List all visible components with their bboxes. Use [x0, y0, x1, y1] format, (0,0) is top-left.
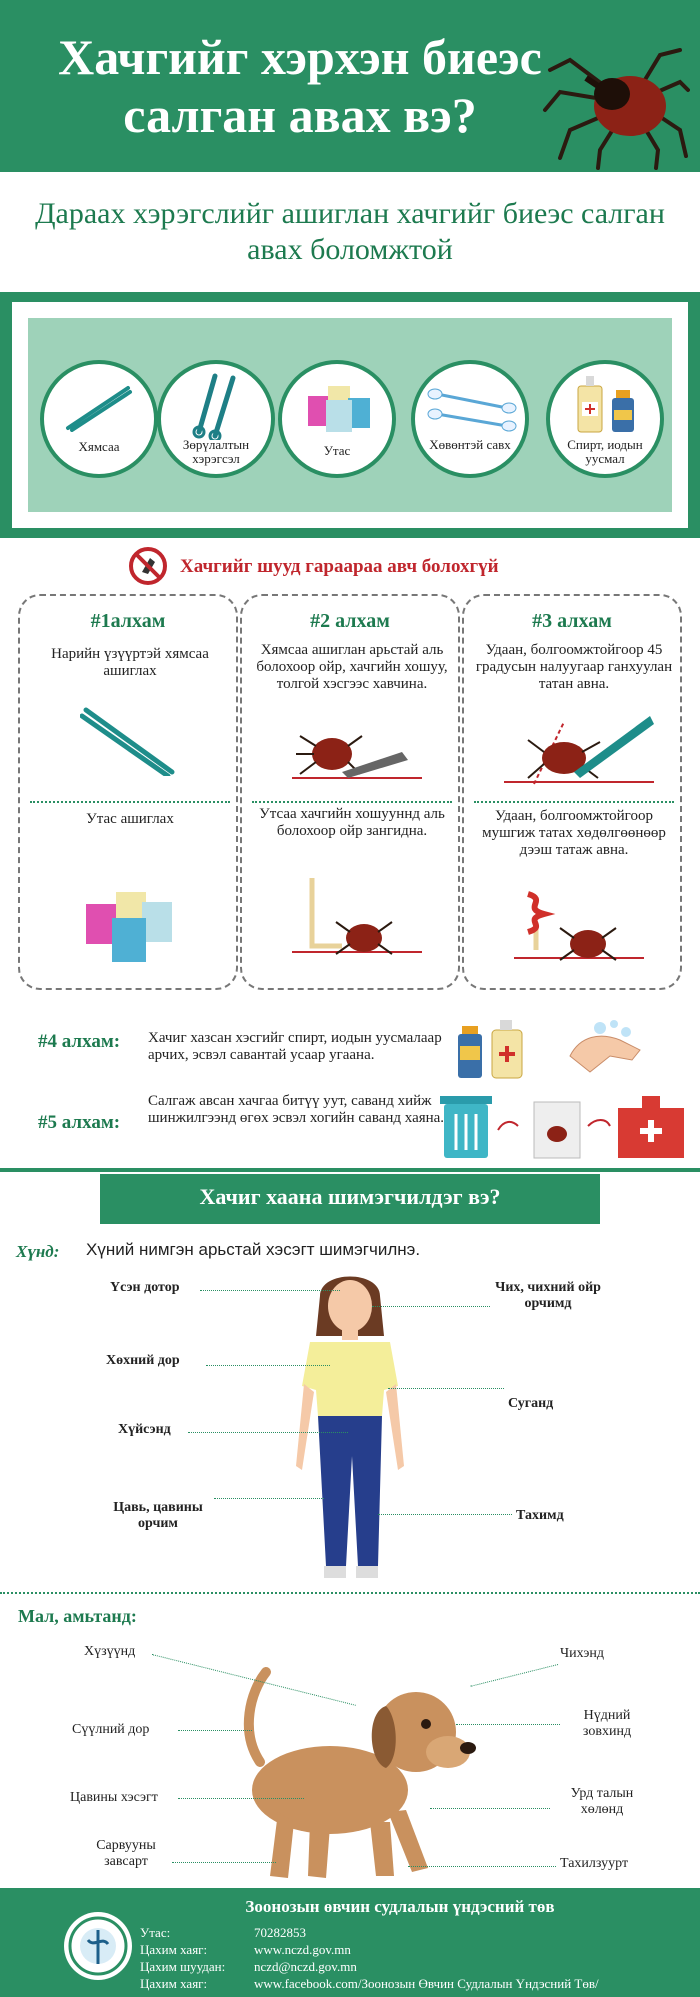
step5-label: #5 алхам: [38, 1112, 121, 1133]
pointer-line [178, 1798, 304, 1799]
facebook-link[interactable]: www.facebook.com/Зоонозын Өвчин Судлалын Үндэсний Төв/ [254, 1976, 599, 1991]
page-title: Хачгийг хэрхэн биеэс салган авах вэ? [58, 29, 542, 143]
pointer-line [456, 1724, 560, 1725]
tool-label: Хөвөнтэй савх [429, 437, 511, 452]
step4-text: Хачиг хазсан хэсгийг спирт, иодын уусмалаар арчих, эсвэл савантай усаар угаана. [148, 1030, 442, 1063]
no-hand-icon [128, 546, 168, 586]
tool-label: Зөрүлалтын хэрэгсэл [182, 437, 250, 466]
antiseptic-bottles-icon [574, 372, 640, 436]
pointer-line [178, 1730, 252, 1731]
body-part-label: Хүйсэнд [118, 1422, 171, 1437]
tick-icon [540, 30, 690, 170]
body-part-label: Тахимд [516, 1508, 564, 1523]
pointer-line [430, 1808, 550, 1809]
footer-key: Утас: [140, 1925, 171, 1940]
body-part-label: Үсэн дотор [110, 1280, 180, 1295]
phone-value: 70282853 [254, 1925, 306, 1940]
step-top-text: Удаан, болгоомжтойгоор 45 градусын налуугаар ганхуулан татан авна. [475, 642, 673, 692]
email-link[interactable]: nczd@nczd.gov.mn [254, 1959, 357, 1974]
step-divider [30, 801, 230, 803]
step-bottom-text: Утас ашиглах [86, 811, 174, 827]
tool-swab [411, 360, 529, 478]
tool-hook [157, 360, 275, 478]
footer-key: Цахим шуудан: [140, 1959, 226, 1974]
pointer-line [408, 1866, 556, 1867]
body-part-label: Хөхний дор [106, 1353, 180, 1368]
step-top-text: Нарийн үзүүртэй хямсаа ашиглах [51, 646, 209, 679]
cotton-swab-icon [427, 384, 517, 434]
pointer-line [188, 1432, 348, 1433]
where-title: Хачиг хаана шимэгчилдэг вэ? [199, 1184, 501, 1209]
body-part-label: Нүдний зовхинд [582, 1708, 632, 1739]
body-part-label: Урд талын хөлөнд [570, 1786, 634, 1817]
tick-removal-tweezers-icon [292, 716, 422, 796]
pointer-line [471, 1664, 559, 1687]
body-part-label: Хүзүүнд [84, 1644, 136, 1659]
tool-label: Хямсаа [78, 439, 120, 454]
thread-spools-icon [302, 378, 376, 434]
step-top-text: Хямсаа ашиглан арьстай аль болохоор ойр, хачгийн хошуу, толгой хэсгээс хавчина. [256, 642, 448, 692]
section-divider [0, 1592, 700, 1594]
website-link[interactable]: www.nczd.gov.mn [254, 1942, 351, 1957]
step-bottom-text: Удаан, болгоомжтойгоор мушгиж татах хөдөлгөөнөөр дээш татаж авна. [482, 808, 666, 858]
washing-hands-icon [560, 1016, 650, 1082]
step-card-3 [462, 594, 682, 990]
body-part-label: Сүүлний дор [72, 1722, 150, 1737]
step-card-1 [18, 594, 238, 990]
step-title: #3 алхам [532, 610, 612, 632]
tool-thread [278, 360, 396, 478]
body-part-label: Суганд [508, 1396, 554, 1411]
tweezers-icon [80, 706, 180, 776]
pointer-line [206, 1365, 330, 1366]
tool-antiseptic [546, 360, 664, 478]
dog-figure [230, 1662, 480, 1892]
animal-label: Мал, амьтанд: [18, 1606, 137, 1626]
tool-label: Утас [323, 443, 351, 458]
organization-seal-icon [62, 1910, 134, 1982]
body-part-label: Чихэнд [560, 1646, 605, 1661]
step-title: #2 алхам [310, 610, 390, 632]
step-title: #1алхам [90, 610, 166, 632]
pointer-line [214, 1498, 324, 1499]
subtitle: Дараах хэрэгслийг ашиглан хачгийг биеэс салган авах боломжтой [35, 197, 665, 266]
body-part-label: Тахилзуурт [560, 1856, 629, 1871]
body-part-label: Чих, чихний ойр орчимд [495, 1280, 601, 1311]
pointer-line [372, 1306, 490, 1307]
tick-twist-icon [514, 886, 644, 976]
tick-angle-pull-icon [504, 712, 654, 796]
tweezers-icon [64, 382, 134, 432]
warning-text: Хачгийг шууд гараараа авч болохгүй [180, 556, 499, 577]
girl-figure [280, 1266, 420, 1606]
thread-spools-icon [80, 886, 180, 966]
footer-organization: Зоонозын өвчин судлалын үндэсний төв [245, 1897, 555, 1916]
pointer-line [378, 1514, 512, 1515]
body-part-label: Цавь, цавины орчим [113, 1500, 203, 1531]
disposal-options-icon [438, 1090, 688, 1162]
tool-label: Спирт, иодын уусмал [567, 437, 643, 466]
tool-tweezers [40, 360, 158, 478]
human-text: Хүний нимгэн арьстай хэсэгт шимэгчилнэ. [86, 1240, 421, 1259]
tick-thread-icon [292, 872, 422, 972]
tick-hook-icon [185, 370, 245, 440]
step-card-2 [240, 594, 460, 990]
human-label: Хүнд: [16, 1242, 60, 1261]
footer-key: Цахим хаяг: [140, 1942, 208, 1957]
section-divider [0, 1168, 700, 1172]
body-part-label: Сарвууны завсарт [96, 1838, 156, 1869]
antiseptic-bottles-icon [452, 1018, 542, 1082]
pointer-line [388, 1388, 504, 1389]
step-bottom-text: Утсаа хачгийн хошууннд аль болохоор ойр зангидна. [259, 806, 445, 839]
footer-key: Цахим хаяг: [140, 1976, 208, 1991]
body-part-label: Цавины хэсэгт [70, 1790, 158, 1805]
step5-text: Салгаж авсан хачгаа битүү уут, саванд хийж шинжилгээнд өгөх эсвэл хогийн саванд хаяна. [148, 1093, 445, 1126]
step4-label: #4 алхам: [38, 1031, 121, 1052]
pointer-line [172, 1862, 276, 1863]
step-divider [474, 801, 674, 803]
step-divider [252, 801, 452, 803]
pointer-line [200, 1290, 340, 1291]
